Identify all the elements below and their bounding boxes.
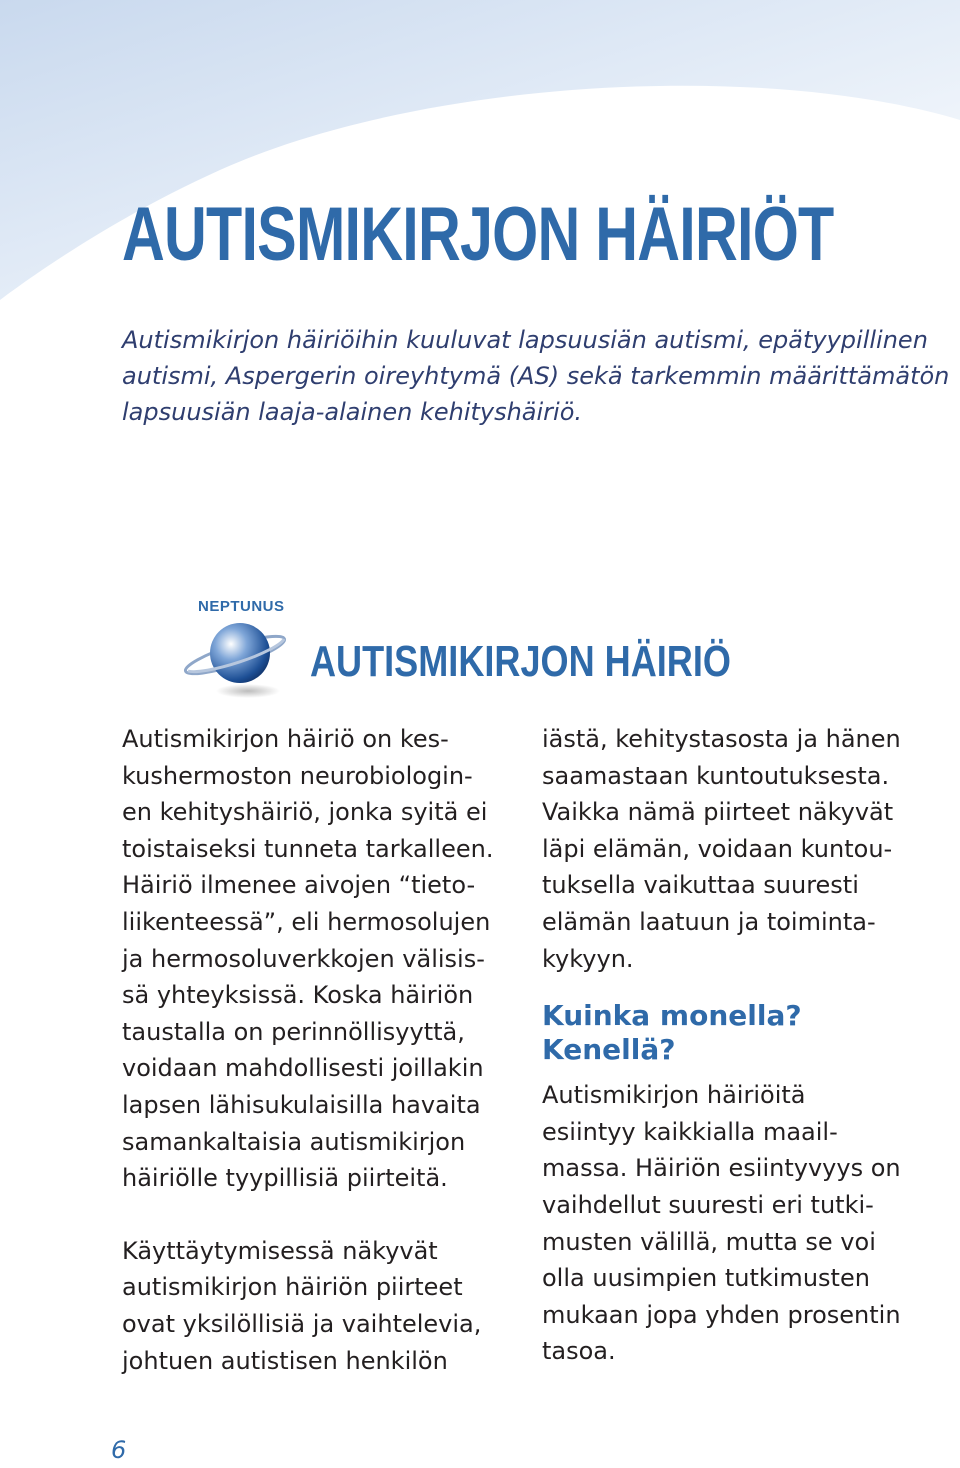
- intro-paragraph: [122, 322, 960, 430]
- text-line: kykyyn.: [542, 944, 634, 973]
- paragraph: [122, 1233, 522, 1379]
- text-line: esiintyy kaikkialla maail-: [542, 1117, 838, 1146]
- text-line: sä yhteyksissä. Koska häiriön: [122, 981, 474, 1010]
- subheading-line: Kuinka monella?: [542, 999, 802, 1033]
- paragraph-gap: [122, 1197, 522, 1233]
- text-line: johtuen autistisen henkilön: [122, 1346, 448, 1375]
- subheading-line: Kenellä?: [542, 1033, 676, 1067]
- intro-line: Autismikirjon häiriöihin kuuluvat lapsuusiän autismi, epätyypillinen: [122, 326, 928, 354]
- text-line: Autismikirjon häiriöitä: [542, 1081, 806, 1110]
- text-line: ja hermosoluverkkojen välisis-: [122, 944, 485, 973]
- intro-line: autismi, Aspergerin oireyhtymä (AS) sekä tarkemmin määrittämätön: [122, 362, 950, 390]
- text-line: Autismikirjon häiriö on kes-: [122, 725, 449, 753]
- text-line: tasoa.: [542, 1337, 616, 1366]
- text-line: autismikirjon häiriön piirteet: [122, 1273, 463, 1302]
- text-line: läpi elämän, voidaan kuntou-: [542, 834, 893, 863]
- text-line: liikenteessä”, eli hermosolujen: [122, 907, 491, 936]
- text-line: en kehityshäiriö, jonka syitä ei: [122, 798, 488, 827]
- right-column: [542, 721, 952, 1370]
- text-line: musten välillä, mutta se voi: [542, 1227, 876, 1256]
- text-line: iästä, kehitystasosta ja hänen: [542, 725, 901, 753]
- text-line: saamastaan kuntoutuksesta.: [542, 761, 890, 790]
- text-line: elämän laatuun ja toiminta-: [542, 907, 876, 936]
- subheading: [542, 999, 952, 1067]
- paragraph-gap: [542, 977, 952, 999]
- left-column: [122, 721, 522, 1379]
- text-line: olla uusimpien tutkimusten: [542, 1264, 870, 1293]
- page-title: AUTISMIKIRJON HÄIRIÖT: [122, 192, 834, 277]
- section-title: AUTISMIKIRJON HÄIRIÖ: [310, 637, 731, 686]
- paragraph: [542, 721, 952, 977]
- page-number: 6: [111, 1436, 127, 1464]
- text-line: taustalla on perinnöllisyyttä,: [122, 1017, 465, 1046]
- text-line: Käyttäytymisessä näkyvät: [122, 1236, 438, 1265]
- text-line: Vaikka nämä piirteet näkyvät: [542, 798, 894, 827]
- text-line: kushermoston neurobiologin-: [122, 761, 473, 790]
- paragraph: [122, 721, 522, 1197]
- text-line: häiriölle tyypillisiä piirteitä.: [122, 1164, 448, 1193]
- paragraph-gap: [542, 1067, 952, 1077]
- intro-line: lapsuusiän laaja-alainen kehityshäiriö.: [122, 398, 583, 426]
- text-line: ovat yksilöllisiä ja vaihtelevia,: [122, 1309, 482, 1338]
- text-line: toistaiseksi tunneta tarkalleen.: [122, 834, 494, 863]
- text-line: voidaan mahdollisesti joillakin: [122, 1054, 484, 1083]
- text-line: mukaan jopa yhden prosentin: [542, 1300, 901, 1329]
- paragraph: [542, 1077, 952, 1370]
- logo-text: NEPTUNUS: [198, 598, 285, 615]
- text-line: Häiriö ilmenee aivojen “tieto-: [122, 871, 476, 900]
- text-line: vaihdellut suuresti eri tutki-: [542, 1190, 874, 1219]
- text-line: massa. Häiriön esiintyvyys on: [542, 1154, 901, 1183]
- text-line: tuksella vaikuttaa suuresti: [542, 871, 859, 900]
- text-line: samankaltaisia autismikirjon: [122, 1127, 466, 1156]
- text-line: lapsen lähisukulaisilla havaita: [122, 1090, 481, 1119]
